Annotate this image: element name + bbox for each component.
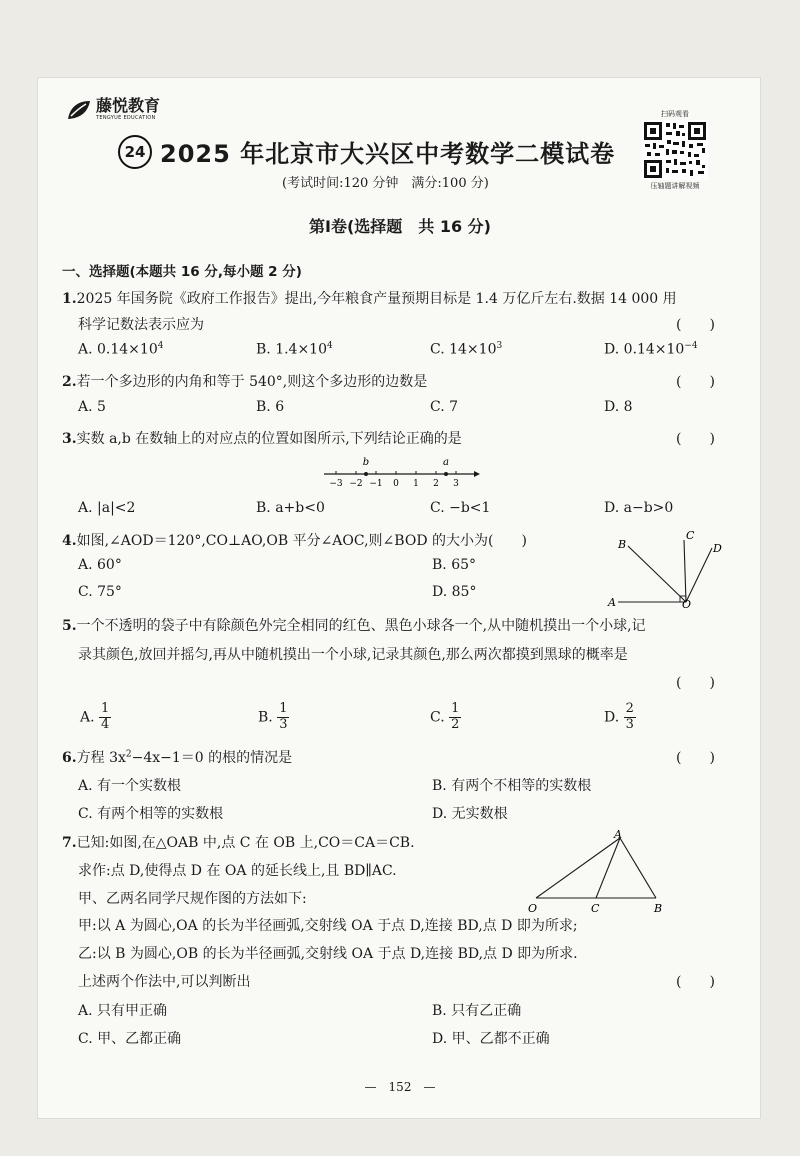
number-line-tick-label: 2 [433,479,439,489]
q5-line1 [62,615,646,635]
exam-info: (考试时间:120 分钟 满分:100 分) [282,176,489,191]
q3-number: 3. [62,431,77,447]
q3-option-c[interactable]: C. −b<1 [430,500,491,516]
q5-text2: 录其颜色,放回并摇匀,再从中随机摸出一个小球,记录其颜色,那么两次都摸到黑球的概率是 [78,647,628,663]
point-b-label: b [362,457,370,468]
label-d: D [713,542,722,555]
section-title: 第Ⅰ卷(选择题 共 16 分) [309,217,491,236]
q6-option-a[interactable]: A. 有一个实数根 [78,778,182,794]
q4-line [62,530,527,550]
q1-option-d-base: D. 0.14×10 [604,341,685,358]
label-c: C [591,902,600,915]
q1-option-b-base: B. 1.4×10 [256,341,327,358]
q7-line5: 乙:以 B 为圆心,OB 的长为半径画弧,交射线 OA 于点 D,连接 BD,点 D 即为所求. [78,946,578,962]
q7-triangle-figure [526,828,676,916]
brand-logo [66,98,160,121]
q6-option-c[interactable]: C. 有两个相等的实数根 [78,806,224,822]
q7-line6: 上述两个作法中,可以判断出 [78,974,251,990]
number-line-tick-label: −3 [329,479,343,489]
q1-text1: 2025 年国务院《政府工作报告》提出,今年粮食产量预期目标是 1.4 万亿斤左右.数据 14 000 用 [76,291,677,307]
q2-line [62,371,427,391]
number-line-tick-label: 0 [393,479,399,489]
qr-top-caption: 扫码观看 [661,110,689,118]
ray-ob [628,546,686,602]
q3-text: 实数 a,b 在数轴上的对应点的位置如图所示,下列结论正确的是 [76,431,462,447]
q2-answer-paren[interactable]: ( ) [676,374,715,390]
label-o: O [528,902,538,915]
q7-option-b[interactable]: B. 只有乙正确 [432,1003,522,1019]
q1-option-c-exp: 3 [496,341,503,351]
q1-option-b[interactable] [256,341,333,358]
label-b: B [654,902,663,915]
number-line-tick-label: 3 [453,479,459,489]
q6-answer-paren[interactable]: ( ) [676,750,715,766]
brand-name-en: TENGYUE EDUCATION [96,115,156,121]
q6-option-d[interactable]: D. 无实数根 [432,806,508,822]
q3-option-b[interactable]: B. a+b<0 [256,500,325,516]
q7-line4: 甲:以 A 为圆心,OA 的长为半径画弧,交射线 OA 于点 D,连接 BD,点 D 即为所求; [78,918,578,934]
q5-option-c-num: 1 [451,701,460,716]
qr-bottom-caption: 压轴题讲解视频 [650,182,700,191]
ray-od [686,548,712,602]
q1-option-d-exp: −4 [684,341,698,351]
q1-option-a[interactable] [78,341,163,358]
segment-ab [620,838,656,898]
q5-option-a-num: 1 [101,701,110,716]
q1-number: 1. [62,291,77,307]
q5-option-b[interactable] [258,702,289,733]
q1-option-a-base: A. 0.14×10 [78,341,158,358]
q3-number-line [320,454,480,490]
q7-line1 [62,832,415,852]
q5-option-b-label: B. [258,709,273,726]
label-a: A [614,828,622,841]
brand-leaf-icon [66,99,92,121]
q5-option-c-fraction [449,702,461,733]
q5-text1: 一个不透明的袋子中有除颜色外完全相同的红色、黑色小球各一个,从中随机摸出一个小球,记 [76,618,646,634]
q6-text-sup: 2 [125,749,132,760]
q5-option-d-den: 3 [625,716,634,732]
q2-option-d[interactable]: D. 8 [604,399,633,415]
q5-option-c-den: 2 [451,716,460,732]
q3-option-d[interactable]: D. a−b>0 [604,500,674,516]
q4-option-a[interactable]: A. 60° [78,557,122,573]
q5-option-a-fraction [99,702,111,733]
q2-option-c[interactable]: C. 7 [430,399,459,415]
q4-text: 如图,∠AOD＝120°,CO⊥AO,OB 平分∠AOC,则∠BOD 的大小为( ) [76,533,527,549]
q5-option-b-den: 3 [279,716,288,732]
q5-option-a-label: A. [80,709,95,726]
q7-line2: 求作:点 D,使得点 D 在 OA 的延长线上,且 BD∥AC. [78,863,397,879]
q5-option-b-num: 1 [279,701,288,716]
qr-block[interactable] [638,110,712,191]
q5-option-c-label: C. [430,709,445,726]
ray-oc [684,540,686,602]
q4-option-b[interactable]: B. 65° [432,557,477,573]
q7-option-d[interactable]: D. 甲、乙都不正确 [432,1031,550,1047]
point-b-dot [364,472,368,476]
q5-option-a[interactable] [80,702,111,733]
number-line-tick-label: 1 [413,479,419,489]
q3-option-a[interactable]: A. |a|<2 [78,500,136,516]
q7-answer-paren[interactable]: ( ) [676,974,715,990]
q3-answer-paren[interactable]: ( ) [676,431,715,447]
exam-title: 2025 年北京市大兴区中考数学二模试卷 [160,140,616,168]
q1-option-d[interactable] [604,341,698,358]
q5-option-d-num: 2 [625,701,634,716]
number-line-arrow [474,471,480,477]
label-a: A [608,596,616,609]
q6-number: 6. [62,750,77,766]
q5-option-d-fraction [624,702,636,733]
q1-answer-paren[interactable]: ( ) [676,317,715,333]
brand-name: 藤悦教育 [96,96,161,115]
q3-line [62,428,462,448]
q5-option-c[interactable] [430,702,461,733]
label-o: O [682,598,692,611]
q4-number: 4. [62,533,77,549]
number-line-tick-label: −1 [369,479,383,489]
q6-line [62,747,292,767]
number-line-tick-label: −2 [349,479,363,489]
q5-option-d[interactable] [604,702,636,733]
q6-option-b[interactable]: B. 有两个不相等的实数根 [432,778,592,794]
q1-option-c-base: C. 14×10 [430,341,497,358]
q2-text: 若一个多边形的内角和等于 540°,则这个多边形的边数是 [76,374,428,390]
segment-oa [536,838,620,898]
q2-number: 2. [62,374,77,390]
exam-number-badge: 24 [118,135,152,169]
q7-text1: 已知:如图,在△OAB 中,点 C 在 OB 上,CO＝CA＝CB. [76,835,415,851]
q6-text-pre: 方程 3x [76,750,126,766]
label-b: B [618,538,627,551]
q4-option-c[interactable]: C. 75° [78,584,122,600]
q5-option-b-fraction [277,702,289,733]
q5-option-a-den: 4 [101,716,110,732]
q4-option-d[interactable]: D. 85° [432,584,477,600]
exam-header [118,134,615,169]
label-c: C [686,529,695,542]
qr-code-icon[interactable] [642,120,708,180]
point-a-dot [444,472,448,476]
q1-option-c[interactable] [430,341,502,358]
part-title: 一、选择题(本题共 16 分,每小题 2 分) [62,264,302,280]
q5-answer-paren[interactable]: ( ) [676,675,715,691]
q6-text-post: −4x−1＝0 的根的情况是 [131,750,293,766]
page-number: — 152 — [364,1080,436,1094]
q2-option-b[interactable]: B. 6 [256,399,285,415]
q2-option-a[interactable]: A. 5 [78,399,106,415]
q1-text2: 科学记数法表示应为 [78,317,204,333]
q1-line1 [62,288,677,308]
q1-option-a-exp: 4 [157,341,164,351]
q7-option-c[interactable]: C. 甲、乙都正确 [78,1031,182,1047]
q7-line3: 甲、乙两名同学尺规作图的方法如下: [78,891,307,907]
q5-option-d-label: D. [604,709,620,726]
q7-option-a[interactable]: A. 只有甲正确 [78,1003,168,1019]
point-a-label: a [443,457,449,468]
q5-number: 5. [62,618,77,634]
q1-option-b-exp: 4 [327,341,333,351]
q7-number: 7. [62,835,77,851]
q4-angle-figure [604,526,734,612]
